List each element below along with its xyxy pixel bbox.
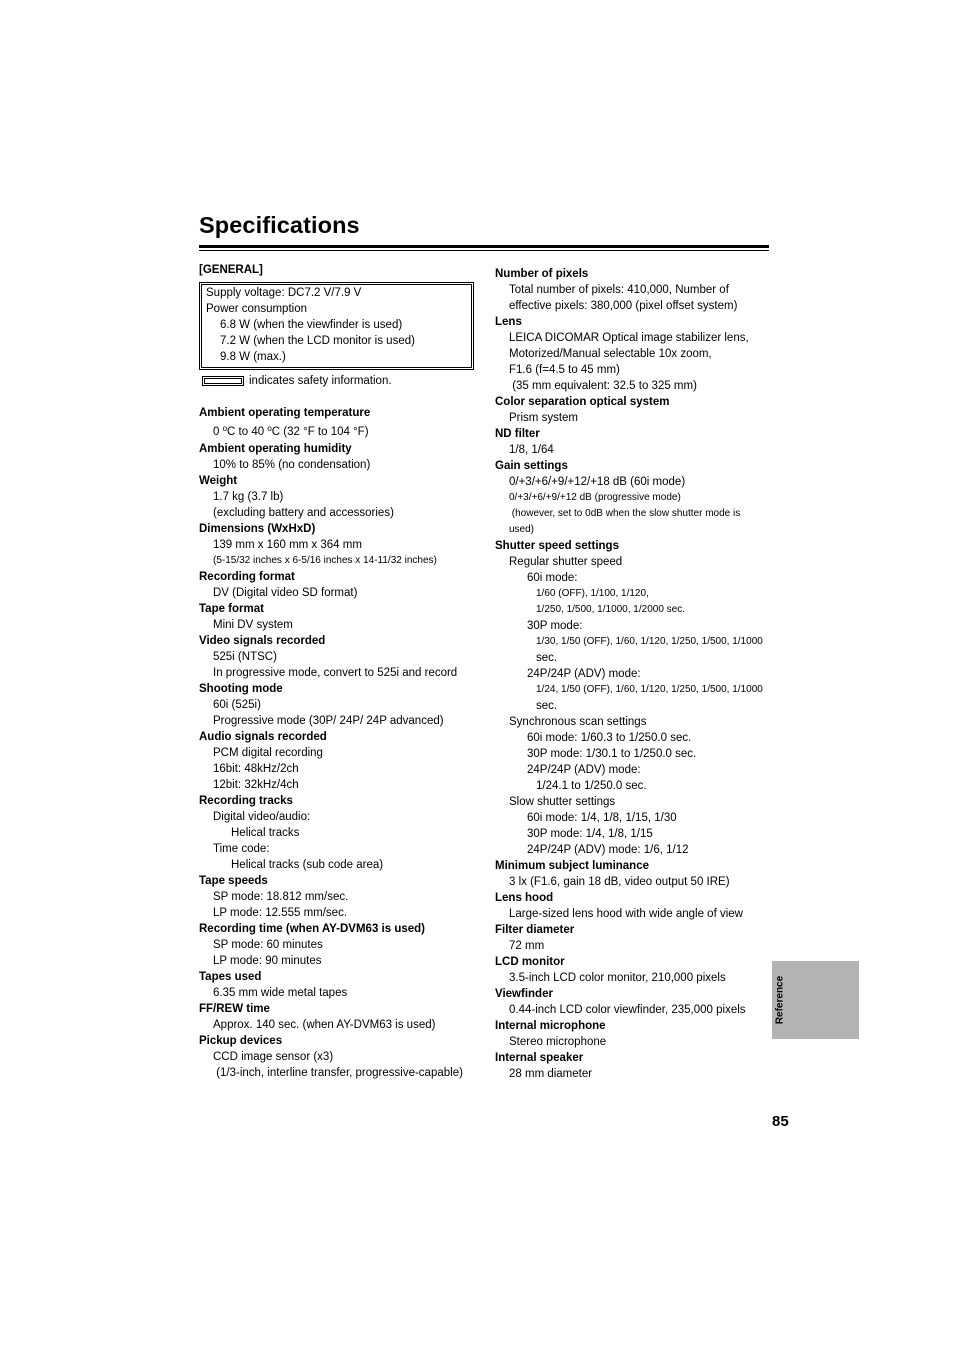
spec-value: 1/30, 1/50 (OFF), 1/60, 1/120, 1/250, 1/500, 1/1000 — [536, 636, 763, 647]
spec-value: Time code: — [213, 843, 270, 855]
box-line: Supply voltage: DC7.2 V/7.9 V — [206, 287, 362, 299]
title-rule-thick — [199, 245, 769, 248]
spec-value: 6.35 mm wide metal tapes — [213, 987, 348, 999]
box-line: Power consumption — [206, 303, 307, 315]
spec-label: Ambient operating temperature — [199, 407, 371, 419]
spec-label: Viewfinder — [495, 988, 553, 1000]
spec-value: In progressive mode, convert to 525i and record — [213, 667, 458, 679]
spec-value: 139 mm x 160 mm x 364 mm — [213, 539, 362, 551]
spec-label: ND filter — [495, 428, 540, 440]
box-line: 6.8 W (when the viewfinder is used) — [220, 319, 403, 331]
spec-value: (5-15/32 inches x 6-5/16 inches x 14-11/32 inches) — [213, 555, 437, 566]
spec-value: 1.7 kg (3.7 lb) — [213, 491, 284, 503]
spec-label: Minimum subject luminance — [495, 860, 649, 872]
spec-label: Tape speeds — [199, 875, 268, 887]
spec-label: Shutter speed settings — [495, 540, 619, 552]
spec-label: Tapes used — [199, 971, 262, 983]
general-heading: [GENERAL] — [199, 264, 263, 276]
spec-label: Recording format — [199, 571, 295, 583]
spec-value: 1/24, 1/50 (OFF), 1/60, 1/120, 1/250, 1/500, 1/1000 — [536, 684, 763, 695]
spec-value: Large-sized lens hood with wide angle of view — [509, 908, 743, 920]
spec-label: Lens — [495, 316, 522, 328]
spec-value: 28 mm diameter — [509, 1068, 593, 1080]
spec-value: Helical tracks — [231, 827, 300, 839]
page-number: 85 — [772, 1113, 789, 1130]
spec-label: Pickup devices — [199, 1035, 283, 1047]
spec-value: 3.5-inch LCD color monitor, 210,000 pixels — [509, 972, 726, 984]
spec-label: Video signals recorded — [199, 635, 326, 647]
spec-label: Internal speaker — [495, 1052, 584, 1064]
spec-label: Recording time (when AY-DVM63 is used) — [199, 923, 426, 935]
spec-value: Slow shutter settings — [509, 796, 616, 808]
spec-value: 16bit: 48kHz/2ch — [213, 763, 299, 775]
spec-value: 72 mm — [509, 940, 545, 952]
spec-value: 10% to 85% (no condensation) — [213, 459, 371, 471]
spec-value: effective pixels: 380,000 (pixel offset system) — [509, 300, 738, 312]
spec-value: 60i mode: — [527, 572, 578, 584]
spec-label: Weight — [199, 475, 238, 487]
spec-value: 24P/24P (ADV) mode: — [527, 764, 641, 776]
spec-value: DV (Digital video SD format) — [213, 587, 358, 599]
spec-value: 60i mode: 1/4, 1/8, 1/15, 1/30 — [527, 812, 677, 824]
spec-value: 525i (NTSC) — [213, 651, 277, 663]
spec-value: LEICA DICOMAR Optical image stabilizer lens, — [509, 332, 749, 344]
spec-value: used) — [509, 524, 535, 535]
safety-note-text: indicates safety information. — [249, 375, 392, 387]
spec-value: 30P mode: 1/30.1 to 1/250.0 sec. — [527, 748, 697, 760]
spec-value: 0 $^o$C to 40 $^o$C (32 °F to 104 °F) — [213, 424, 369, 438]
spec-label: LCD monitor — [495, 956, 565, 968]
spec-value: Total number of pixels: 410,000, Number of — [509, 284, 729, 296]
spec-label: Shooting mode — [199, 683, 283, 695]
spec-label: Color separation optical system — [495, 396, 670, 408]
title-rule-thin — [199, 250, 769, 251]
spec-label: Internal microphone — [495, 1020, 606, 1032]
spec-value: Prism system — [509, 412, 578, 424]
spec-value: Digital video/audio: — [213, 811, 311, 823]
spec-label: Audio signals recorded — [199, 731, 327, 743]
right-column — [495, 266, 770, 1082]
spec-value: 30P mode: 1/4, 1/8, 1/15 — [527, 828, 653, 840]
left-column — [199, 262, 479, 1081]
spec-value: Approx. 140 sec. (when AY-DVM63 is used) — [213, 1019, 436, 1031]
spec-label: Dimensions (WxHxD) — [199, 523, 316, 535]
spec-value: 1/250, 1/500, 1/1000, 1/2000 sec. — [536, 604, 686, 615]
spec-label: Tape format — [199, 603, 264, 615]
page-title: Specifications — [199, 212, 360, 238]
spec-value: 24P/24P (ADV) mode: 1/6, 1/12 — [527, 844, 689, 856]
spec-value: sec. — [536, 652, 558, 664]
box-line: 9.8 W (max.) — [220, 351, 286, 363]
spec-value: sec. — [536, 700, 558, 712]
spec-value: 30P mode: — [527, 620, 583, 632]
general-box — [199, 282, 474, 370]
spec-value: Helical tracks (sub code area) — [231, 859, 384, 871]
spec-value: CCD image sensor (x3) — [213, 1051, 334, 1063]
spec-value: 24P/24P (ADV) mode: — [527, 668, 641, 680]
spec-label: Filter diameter — [495, 924, 575, 936]
spec-value: 0/+3/+6/+9/+12 dB (progressive mode) — [509, 492, 681, 503]
spec-value: 3 lx (F1.6, gain 18 dB, video output 50 IRE) — [509, 876, 730, 888]
spec-value: LP mode: 90 minutes — [213, 955, 322, 967]
safety-frame-icon — [202, 376, 244, 386]
spec-label: FF/REW time — [199, 1003, 270, 1015]
spec-value: F1.6 (f=4.5 to 45 mm) — [509, 364, 620, 376]
spec-value: 12bit: 32kHz/4ch — [213, 779, 299, 791]
spec-label: Ambient operating humidity — [199, 443, 352, 455]
spec-value: Mini DV system — [213, 619, 293, 631]
spec-value: LP mode: 12.555 mm/sec. — [213, 907, 348, 919]
spec-value: 0/+3/+6/+9/+12/+18 dB (60i mode) — [509, 476, 686, 488]
spec-value: PCM digital recording — [213, 747, 323, 759]
spec-label: Lens hood — [495, 892, 554, 904]
spec-value: 0.44-inch LCD color viewfinder, 235,000 pixels — [509, 1004, 746, 1016]
spec-value: 1/24.1 to 1/250.0 sec. — [536, 780, 647, 792]
spec-value: 60i (525i) — [213, 699, 261, 711]
spec-value: Regular shutter speed — [509, 556, 623, 568]
spec-label: Number of pixels — [495, 268, 589, 280]
spec-value: 60i mode: 1/60.3 to 1/250.0 sec. — [527, 732, 692, 744]
spec-value: Stereo microphone — [509, 1036, 607, 1048]
spec-value: Synchronous scan settings — [509, 716, 647, 728]
spec-value: (1/3-inch, interline transfer, progressive-capable) — [213, 1067, 463, 1079]
spec-value: SP mode: 18.812 mm/sec. — [213, 891, 349, 903]
safety-note — [199, 373, 479, 389]
spec-label: Gain settings — [495, 460, 568, 472]
spec-value: Motorized/Manual selectable 10x zoom, — [509, 348, 712, 360]
box-line: 7.2 W (when the LCD monitor is used) — [220, 335, 415, 347]
spec-value: Progressive mode (30P/ 24P/ 24P advanced) — [213, 715, 444, 727]
spec-value: (however, set to 0dB when the slow shutter mode is — [509, 508, 741, 519]
spec-value: 1/8, 1/64 — [509, 444, 554, 456]
spec-value: (35 mm equivalent: 32.5 to 325 mm) — [509, 380, 697, 392]
reference-tab-label: Reference — [774, 975, 786, 1025]
spec-value: 1/60 (OFF), 1/100, 1/120, — [536, 588, 649, 599]
spec-value: SP mode: 60 minutes — [213, 939, 323, 951]
spec-value: (excluding battery and accessories) — [213, 507, 394, 519]
spec-label: Recording tracks — [199, 795, 293, 807]
